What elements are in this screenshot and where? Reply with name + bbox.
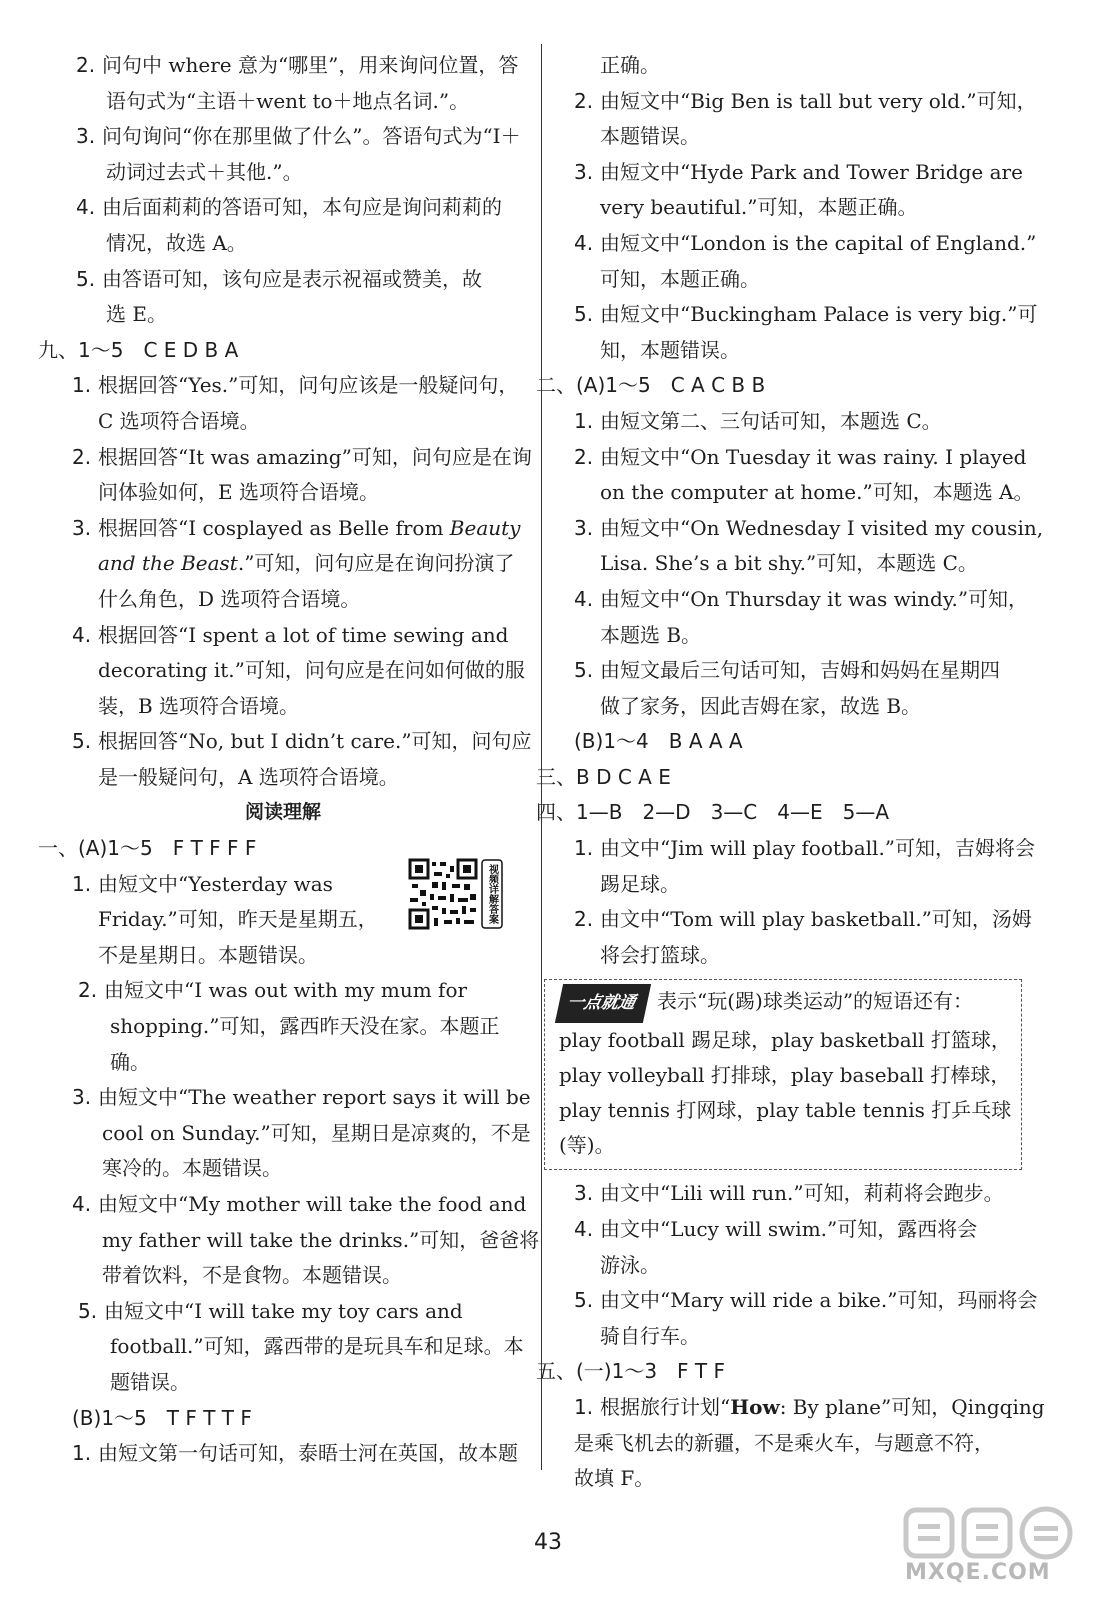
- answer-line: C 选项符合语境。: [98, 408, 260, 433]
- section-header: 四、1—B 2—D 3—C 4—E 5—A: [536, 800, 890, 825]
- answer-line: 2. 由短文中“On Tuesday it was rainy. I played: [562, 440, 1042, 476]
- answer-line: 4. 由短文中“On Thursday it was windy.”可知，: [562, 582, 1042, 618]
- answer-line: 4. 由短文中“My mother will take the food and: [38, 1187, 528, 1223]
- item-number: 5.: [76, 266, 96, 291]
- answer-line: 本题选 B。: [600, 622, 702, 647]
- answer-line: 做了家务，因此吉姆在家，故选 B。: [600, 693, 922, 718]
- item-number: 3.: [574, 515, 594, 540]
- tip-box: [544, 979, 1022, 1170]
- section-header: 五、(一)1～3 F T F: [536, 1359, 725, 1384]
- watermark-text: MXQE.COM: [905, 1560, 1051, 1585]
- page-number: 43: [534, 1530, 562, 1555]
- tip-title-line: 一点就通 表示“玩(踢)球类运动”的短语还有：: [559, 984, 1011, 1023]
- answer-line: decorating it.”可知，问句应是在问如何做的服: [98, 658, 525, 683]
- answer-line: Friday.”可知，昨天是星期五，: [98, 907, 378, 932]
- item-number: 1.: [72, 373, 92, 398]
- answer-line: 故填 F。: [574, 1466, 655, 1491]
- tip-line: play volleyball 打排球，play baseball 打棒球，: [559, 1063, 1011, 1088]
- answer-line: cool on Sunday.”可知，星期日是凉爽的，不是: [102, 1120, 531, 1145]
- answer-line: 动词过去式＋其他.”。: [106, 159, 303, 184]
- answer-line: 题错误。: [110, 1369, 190, 1394]
- answer-line: 1. 由短文中“Yesterday was: [38, 867, 528, 903]
- qr-label: 视频详解答案: [486, 864, 498, 924]
- qr-code-icon[interactable]: [408, 858, 504, 930]
- answer-line: 本题错误。: [600, 124, 700, 149]
- answer-line: 5. 由短文最后三句话可知，吉姆和妈妈在星期四: [562, 653, 1042, 689]
- answer-line: 将会打篮球。: [600, 942, 720, 967]
- item-number: 5.: [574, 1288, 594, 1313]
- answer-line: 带着饮料，不是食物。本题错误。: [102, 1263, 402, 1288]
- item-number: 2.: [574, 444, 594, 469]
- answer-line: 4. 根据回答“I spent a lot of time sewing and: [38, 618, 528, 654]
- answer-line: 2. 问句中 where 意为“哪里”，用来询问位置，答: [38, 48, 528, 84]
- item-number: 5.: [574, 658, 594, 683]
- answer-line: 1. 由短文第一句话可知，泰晤士河在英国，故本题: [38, 1436, 528, 1472]
- answer-line: 是一般疑问句，A 选项符合语境。: [98, 764, 399, 789]
- item-number: 2.: [78, 978, 98, 1003]
- item-number: 4.: [574, 230, 594, 255]
- item-number: 4.: [574, 586, 594, 611]
- answer-line: 问体验如何，E 选项符合语境。: [98, 480, 379, 505]
- item-number: 4.: [72, 622, 92, 647]
- answer-line: my father will take the drinks.”可知，爸爸将: [102, 1227, 540, 1252]
- answer-line: very beautiful.”可知，本题正确。: [600, 195, 918, 220]
- answer-line: 是乘飞机去的新疆，不是乘火车，与题意不符，: [574, 1430, 994, 1455]
- answer-line: football.”可知，露西带的是玩具车和足球。本: [110, 1334, 524, 1359]
- item-number: 3.: [574, 159, 594, 184]
- answer-line: 不是星期日。本题错误。: [98, 942, 318, 967]
- item-number: 4.: [72, 1192, 92, 1216]
- item-number: 3.: [72, 515, 92, 540]
- item-number: 3.: [76, 124, 96, 149]
- answer-line: 情况，故选 A。: [106, 230, 247, 255]
- item-number: 1.: [574, 836, 594, 861]
- answer-line: 可知，本题正确。: [600, 266, 760, 291]
- answer-line: 1. 根据回答“Yes.”可知，问句应该是一般疑问句，: [38, 368, 528, 404]
- item-number: 2.: [574, 88, 594, 113]
- answer-line: 5. 由短文中“I will take my toy cars and: [38, 1294, 528, 1330]
- answer-line: 4. 由文中“Lucy will swim.”可知，露西将会: [562, 1212, 1042, 1248]
- answer-line: 5. 由答语可知，该句应是表示祝福或赞美，故: [38, 262, 528, 298]
- item-number: 1.: [574, 1395, 594, 1419]
- answer-line: 游泳。: [600, 1252, 660, 1277]
- tip-line: play football 踢足球，play basketball 打篮球，: [559, 1028, 1011, 1053]
- item-number: 3.: [72, 1085, 92, 1110]
- item-number: 4.: [76, 195, 96, 220]
- tip-badge: 一点就通: [555, 984, 651, 1023]
- answer-line: 3. 由短文中“The weather report says it will be: [38, 1080, 528, 1116]
- answer-line: 3. 问句询问“你在那里做了什么”。答语句式为“I＋: [38, 119, 528, 155]
- answer-line: 2. 由短文中“I was out with my mum for: [38, 973, 528, 1009]
- answer-line: 什么角色，D 选项符合语境。: [98, 586, 361, 611]
- answer-line: 选 E。: [106, 302, 167, 327]
- tip-line: (等)。: [559, 1133, 615, 1158]
- tip-line: play tennis 打网球，play table tennis 打乒乓球: [559, 1098, 1012, 1123]
- answer-line: 3. 由短文中“Hyde Park and Tower Bridge are: [562, 155, 1042, 191]
- answer-line: 1. 根据旅行计划“How: By plane”可知，Qingqing: [562, 1390, 1042, 1426]
- answer-line: 装，B 选项符合语境。: [98, 693, 300, 718]
- answer-line: 1. 由短文第二、三句话可知，本题选 C。: [562, 404, 1042, 440]
- answer-line: and the Beast.”可知，问句应是在询问扮演了: [98, 551, 515, 576]
- section-heading: 阅读理解: [244, 801, 321, 824]
- answer-line: 4. 由短文中“London is the capital of England.”: [562, 226, 1042, 262]
- answer-line: 2. 根据回答“It was amazing”可知，问句应是在询: [38, 440, 528, 476]
- answer-line: 踢足球。: [600, 871, 680, 896]
- answer-line: 3. 由文中“Lili will run.”可知，莉莉将会跑步。: [562, 1176, 1042, 1212]
- answer-line: 1. 由文中“Jim will play football.”可知，吉姆将会: [562, 831, 1042, 867]
- answer-line: 2. 由文中“Tom will play basketball.”可知，汤姆: [562, 902, 1042, 938]
- answer-line: 2. 由短文中“Big Ben is tall but very old.”可知，: [562, 84, 1042, 120]
- section-header: (B)1～4 B A A A: [574, 729, 743, 754]
- right-column: [536, 48, 1045, 1497]
- answer-line: 知，本题错误。: [600, 337, 740, 362]
- answer-line: 4. 由后面莉莉的答语可知，本句应是询问莉莉的: [38, 190, 528, 226]
- section-header: (B)1～5 T F T T F: [72, 1405, 252, 1430]
- item-number: 5.: [574, 302, 594, 327]
- item-number: 1.: [72, 871, 92, 896]
- item-number: 1.: [574, 408, 594, 433]
- section-header: 九、1～5 C E D B A: [38, 337, 239, 362]
- item-number: 1.: [72, 1441, 92, 1466]
- item-number: 3.: [574, 1181, 594, 1206]
- column-divider: [541, 44, 542, 1470]
- section-header: 二、(A)1～5 C A C B B: [536, 373, 766, 398]
- item-number: 4.: [574, 1217, 594, 1242]
- answer-line: shopping.”可知，露西昨天没在家。本题正: [110, 1014, 500, 1039]
- answer-line: 语句式为“主语＋went to＋地点名词.”。: [106, 88, 470, 113]
- item-number: 2.: [574, 907, 594, 932]
- item-number: 2.: [72, 444, 92, 469]
- section-header: 一、(A)1～5 F T F F F: [38, 836, 257, 861]
- answer-line: 确。: [110, 1049, 150, 1074]
- answer-line: 正确。: [600, 53, 660, 77]
- answer-line: 3. 由短文中“On Wednesday I visited my cousin,: [562, 511, 1042, 547]
- item-number: 5.: [72, 729, 92, 754]
- left-column: [38, 48, 540, 1472]
- answer-line: 骑自行车。: [600, 1323, 700, 1348]
- answer-line: 5. 根据回答“No, but I didn’t care.”可知，问句应: [38, 724, 528, 760]
- item-number: 2.: [76, 53, 96, 77]
- section-header: 三、B D C A E: [536, 764, 671, 789]
- item-number: 5.: [78, 1298, 98, 1323]
- answer-line: 5. 由短文中“Buckingham Palace is very big.”可: [562, 297, 1042, 333]
- answer-line: 寒冷的。本题错误。: [102, 1156, 282, 1181]
- answer-line: 5. 由文中“Mary will ride a bike.”可知，玛丽将会: [562, 1283, 1042, 1319]
- answer-line: Lisa. She’s a bit shy.”可知，本题选 C。: [600, 551, 978, 576]
- answer-line: 3. 根据回答“I cosplayed as Belle from Beauty: [38, 511, 528, 547]
- answer-line: on the computer at home.”可知，本题选 A。: [600, 480, 1034, 505]
